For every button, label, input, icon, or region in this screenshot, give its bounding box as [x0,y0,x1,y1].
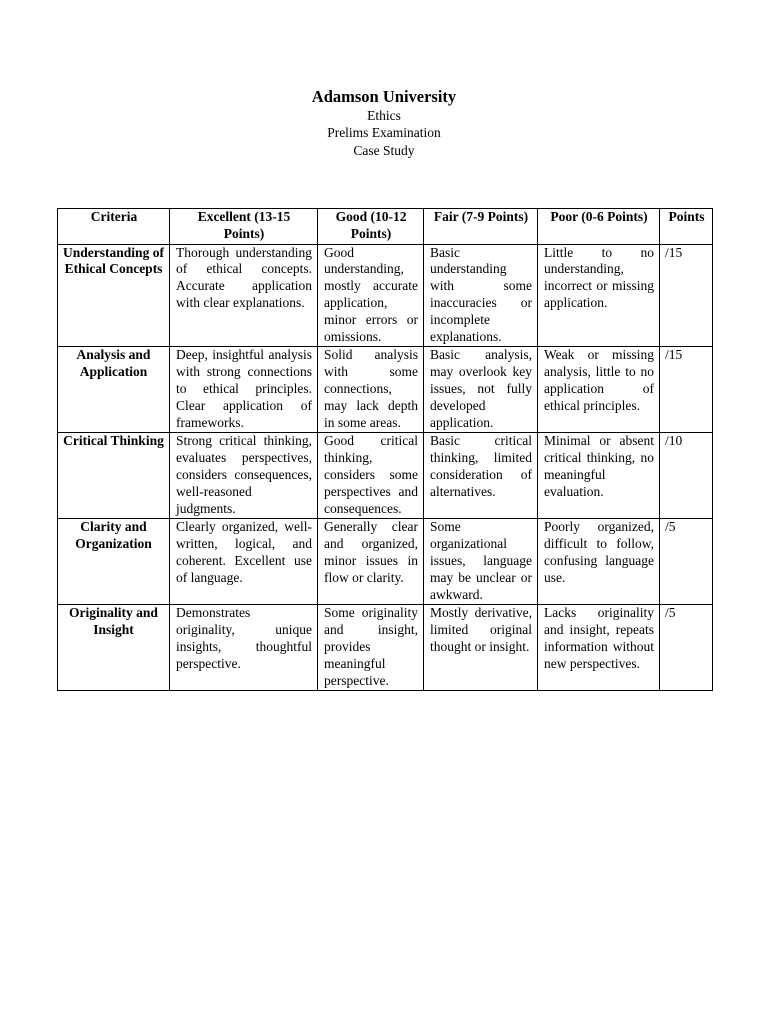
excellent-cell: Demonstrates originality, unique insights, thoughtful perspective. [170,605,318,691]
good-cell: Good critical thinking, considers some perspectives and consequences. [318,433,424,519]
column-header-fair: Fair (7-9 Points) [424,209,538,245]
column-header-excellent: Excellent (13-15 Points) [170,209,318,245]
good-cell: Some originality and insight, provides meaningful perspective. [318,605,424,691]
good-cell: Generally clear and organized, minor issues in flow or clarity. [318,519,424,605]
fair-cell: Mostly derivative, limited original thought or insight. [424,605,538,691]
criteria-cell: Analysis and Application [58,347,170,433]
criteria-cell: Understanding of Ethical Concepts [58,244,170,347]
table-row [58,347,713,433]
exam-type: Case Study [353,142,415,158]
rubric-table [57,208,713,691]
fair-cell: Basic understanding with some inaccuracies or incomplete explanations. [424,244,538,347]
good-cell: Good understanding, mostly accurate application, minor errors or omissions. [318,244,424,347]
column-header-points: Points [660,209,713,245]
points-cell: /10 [660,433,713,519]
fair-cell: Some organizational issues, language may be unclear or awkward. [424,519,538,605]
table-row [58,519,713,605]
points-cell: /15 [660,244,713,347]
poor-cell: Minimal or absent critical thinking, no meaningful evaluation. [538,433,660,519]
excellent-cell: Deep, insightful analysis with strong connections to ethical principles. Clear application of frameworks. [170,347,318,433]
fair-cell: Basic analysis, may overlook key issues, not fully developed application. [424,347,538,433]
criteria-cell: Clarity and Organization [58,519,170,605]
table-row [58,244,713,347]
fair-cell: Basic critical thinking, limited consideration of alternatives. [424,433,538,519]
criteria-cell: Critical Thinking [58,433,170,519]
document-header [0,87,768,159]
good-cell: Solid analysis with some connections, may lack depth in some areas. [318,347,424,433]
points-cell: /5 [660,605,713,691]
points-cell: /5 [660,519,713,605]
criteria-cell: Originality and Insight [58,605,170,691]
excellent-cell: Thorough understanding of ethical concepts. Accurate application with clear explanations. [170,244,318,347]
subject-name: Ethics [367,108,401,123]
poor-cell: Lacks originality and insight, repeats information without new perspectives. [538,605,660,691]
excellent-cell: Strong critical thinking, evaluates perspectives, considers consequences, well-reasoned judgments. [170,433,318,519]
column-header-good: Good (10-12 Points) [318,209,424,245]
table-header-row [58,209,713,245]
excellent-cell: Clearly organized, well-written, logical, and coherent. Excellent use of language. [170,519,318,605]
poor-cell: Poorly organized, difficult to follow, confusing language use. [538,519,660,605]
table-row [58,433,713,519]
column-header-poor: Poor (0-6 Points) [538,209,660,245]
points-cell: /15 [660,347,713,433]
column-header-criteria: Criteria [58,209,170,245]
poor-cell: Weak or missing analysis, little to no application of ethical principles. [538,347,660,433]
poor-cell: Little to no understanding, incorrect or missing application. [538,244,660,347]
table-row [58,605,713,691]
exam-name: Prelims Examination [327,125,441,141]
university-name: Adamson University [311,87,457,106]
